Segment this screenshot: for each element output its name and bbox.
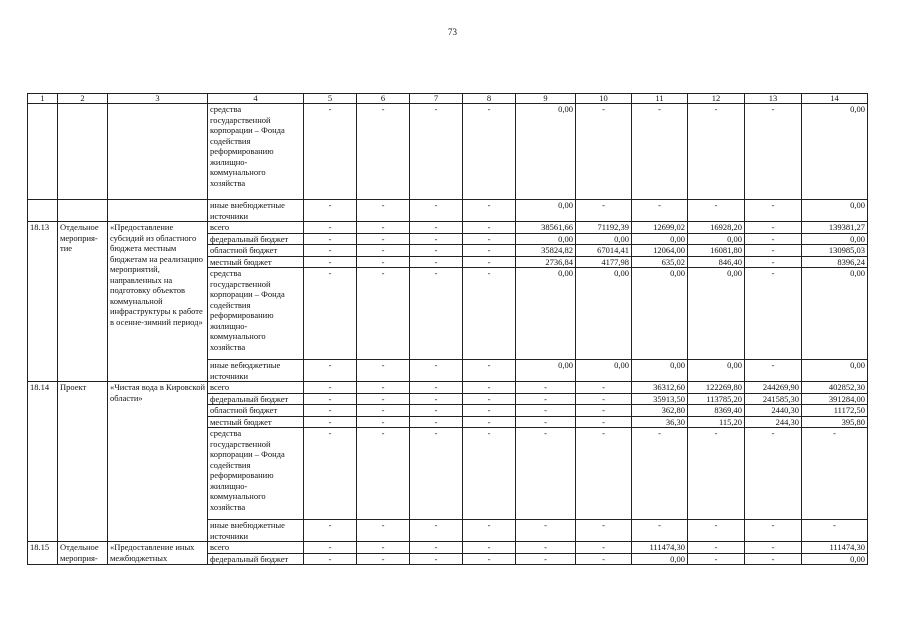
header-cell: 5: [304, 94, 357, 104]
value-cell: -: [304, 428, 357, 520]
value-cell: 2440,30: [745, 405, 802, 417]
value-cell: -: [304, 393, 357, 405]
value-cell: 846,40: [688, 256, 745, 268]
value-cell: 2736,84: [516, 256, 576, 268]
value-cell: -: [304, 405, 357, 417]
funding-source-cell: областной бюджет: [208, 405, 304, 417]
header-cell: 6: [357, 94, 410, 104]
value-cell: 0,00: [516, 268, 576, 360]
value-cell: -: [304, 382, 357, 394]
value-cell: -: [516, 428, 576, 520]
value-cell: 0,00: [516, 200, 576, 222]
value-cell: -: [463, 268, 516, 360]
value-cell: 16928,20: [688, 222, 745, 234]
item-name-cell: «Предоставление субсидий из областного бюджета местным бюджетам на реализацию мероприятий, направленных на подготовку объектов коммунальной инфраструктуры к работе в осенне-зимний период»: [108, 222, 208, 382]
value-cell: -: [516, 416, 576, 428]
value-cell: 0,00: [688, 233, 745, 245]
value-cell: -: [357, 245, 410, 257]
value-cell: -: [357, 200, 410, 222]
value-cell: -: [632, 520, 688, 542]
value-cell: -: [304, 360, 357, 382]
value-cell: -: [410, 416, 463, 428]
funding-source-cell: средства государственной корпорации – Фонда содействия реформированию жилищно-коммунального хозяйства: [208, 104, 304, 200]
value-cell: -: [516, 393, 576, 405]
funding-source-cell: иные вебюджетные источники: [208, 360, 304, 382]
funding-source-cell: иные внебюджетные источники: [208, 200, 304, 222]
value-cell: 4177,98: [576, 256, 632, 268]
value-cell: -: [745, 360, 802, 382]
funding-source-cell: федеральный бюджет: [208, 233, 304, 245]
value-cell: -: [632, 200, 688, 222]
header-cell: 14: [802, 94, 868, 104]
value-cell: -: [463, 360, 516, 382]
header-cell: 3: [108, 94, 208, 104]
header-cell: 13: [745, 94, 802, 104]
value-cell: -: [304, 268, 357, 360]
table-row: [28, 104, 868, 200]
funding-source-cell: средства государственной корпорации – Фонда содействия реформированию жилищно-коммунального хозяйства: [208, 428, 304, 520]
value-cell: -: [410, 233, 463, 245]
value-cell: 67014,41: [576, 245, 632, 257]
value-cell: 0,00: [688, 268, 745, 360]
funding-source-cell: федеральный бюджет: [208, 393, 304, 405]
value-cell: 35913,50: [632, 393, 688, 405]
value-cell: 71192,39: [576, 222, 632, 234]
funding-source-cell: областной бюджет: [208, 245, 304, 257]
value-cell: 0,00: [632, 268, 688, 360]
table-row: [28, 542, 868, 554]
value-cell: -: [463, 245, 516, 257]
value-cell: -: [410, 256, 463, 268]
value-cell: -: [463, 428, 516, 520]
empty-cell: [28, 200, 58, 222]
value-cell: -: [688, 520, 745, 542]
item-number-cell: 18.15: [28, 542, 58, 565]
value-cell: -: [576, 416, 632, 428]
funding-source-cell: местный бюджет: [208, 256, 304, 268]
value-cell: -: [410, 542, 463, 554]
value-cell: -: [357, 268, 410, 360]
value-cell: 0,00: [802, 553, 868, 565]
value-cell: -: [304, 222, 357, 234]
header-row: [28, 94, 868, 104]
header-cell: 1: [28, 94, 58, 104]
funding-source-cell: всего: [208, 382, 304, 394]
value-cell: 122269,80: [688, 382, 745, 394]
value-cell: -: [802, 520, 868, 542]
header-cell: 10: [576, 94, 632, 104]
budget-sheet: [27, 93, 868, 565]
value-cell: -: [304, 245, 357, 257]
value-cell: -: [576, 200, 632, 222]
empty-cell: [28, 104, 58, 200]
value-cell: -: [745, 428, 802, 520]
header-cell: 7: [410, 94, 463, 104]
item-number-cell: 18.14: [28, 382, 58, 542]
value-cell: -: [304, 520, 357, 542]
value-cell: -: [357, 405, 410, 417]
value-cell: -: [463, 233, 516, 245]
value-cell: -: [745, 256, 802, 268]
value-cell: 0,00: [576, 268, 632, 360]
value-cell: -: [410, 245, 463, 257]
page-number: 73: [448, 27, 457, 37]
value-cell: -: [410, 553, 463, 565]
value-cell: -: [463, 256, 516, 268]
value-cell: -: [745, 553, 802, 565]
item-type-cell: Отдельное мероприя-тие: [58, 222, 108, 382]
item-type-cell: Проект: [58, 382, 108, 542]
value-cell: -: [463, 382, 516, 394]
funding-source-cell: всего: [208, 222, 304, 234]
header-cell: 9: [516, 94, 576, 104]
value-cell: 0,00: [516, 104, 576, 200]
value-cell: -: [576, 104, 632, 200]
value-cell: 8396,24: [802, 256, 868, 268]
value-cell: -: [576, 382, 632, 394]
budget-table: [27, 93, 868, 565]
value-cell: -: [576, 428, 632, 520]
funding-source-cell: средства государственной корпорации – Фонда содействия реформированию жилищно-коммунального хозяйства: [208, 268, 304, 360]
value-cell: -: [745, 268, 802, 360]
value-cell: -: [304, 553, 357, 565]
value-cell: 244,30: [745, 416, 802, 428]
empty-cell: [108, 200, 208, 222]
value-cell: -: [304, 200, 357, 222]
value-cell: -: [463, 553, 516, 565]
item-name-cell: «Чистая вода в Кировской области»: [108, 382, 208, 542]
empty-cell: [108, 104, 208, 200]
value-cell: -: [304, 256, 357, 268]
funding-source-cell: федеральный бюджет: [208, 553, 304, 565]
value-cell: -: [463, 405, 516, 417]
value-cell: 35824,82: [516, 245, 576, 257]
value-cell: -: [576, 542, 632, 554]
item-type-cell: Отдельное мероприя-: [58, 542, 108, 565]
value-cell: -: [357, 542, 410, 554]
value-cell: -: [463, 393, 516, 405]
value-cell: -: [745, 245, 802, 257]
value-cell: -: [410, 268, 463, 360]
value-cell: 0,00: [688, 360, 745, 382]
value-cell: -: [410, 520, 463, 542]
value-cell: -: [357, 416, 410, 428]
value-cell: 0,00: [576, 233, 632, 245]
value-cell: 0,00: [632, 553, 688, 565]
empty-cell: [58, 200, 108, 222]
value-cell: -: [357, 104, 410, 200]
value-cell: 115,20: [688, 416, 745, 428]
value-cell: 11172,50: [802, 405, 868, 417]
value-cell: -: [745, 542, 802, 554]
value-cell: -: [357, 520, 410, 542]
value-cell: -: [463, 200, 516, 222]
value-cell: 241585,30: [745, 393, 802, 405]
value-cell: 38561,66: [516, 222, 576, 234]
value-cell: -: [357, 553, 410, 565]
value-cell: -: [745, 520, 802, 542]
value-cell: 36,30: [632, 416, 688, 428]
header-cell: 2: [58, 94, 108, 104]
value-cell: -: [357, 393, 410, 405]
value-cell: 130985,03: [802, 245, 868, 257]
value-cell: 635,02: [632, 256, 688, 268]
value-cell: -: [304, 104, 357, 200]
value-cell: -: [516, 542, 576, 554]
value-cell: -: [576, 405, 632, 417]
value-cell: -: [688, 553, 745, 565]
value-cell: 0,00: [632, 233, 688, 245]
value-cell: 0,00: [802, 200, 868, 222]
header-cell: 8: [463, 94, 516, 104]
value-cell: -: [304, 416, 357, 428]
value-cell: -: [410, 382, 463, 394]
funding-source-cell: иные внебюджетные источники: [208, 520, 304, 542]
header-cell: 12: [688, 94, 745, 104]
value-cell: -: [357, 233, 410, 245]
value-cell: -: [410, 222, 463, 234]
value-cell: -: [357, 382, 410, 394]
value-cell: -: [576, 553, 632, 565]
value-cell: -: [516, 520, 576, 542]
value-cell: -: [410, 405, 463, 417]
value-cell: 111474,30: [632, 542, 688, 554]
value-cell: -: [357, 222, 410, 234]
value-cell: 113785,20: [688, 393, 745, 405]
value-cell: -: [745, 222, 802, 234]
value-cell: 0,00: [802, 233, 868, 245]
value-cell: 16081,80: [688, 245, 745, 257]
value-cell: -: [576, 520, 632, 542]
value-cell: 402852,30: [802, 382, 868, 394]
value-cell: -: [304, 233, 357, 245]
item-name-cell: «Предоставление иных межбюджетных: [108, 542, 208, 565]
value-cell: -: [463, 416, 516, 428]
value-cell: 36312,60: [632, 382, 688, 394]
table-row: [28, 222, 868, 234]
value-cell: -: [410, 428, 463, 520]
table-row: [28, 382, 868, 394]
value-cell: 111474,30: [802, 542, 868, 554]
value-cell: -: [516, 405, 576, 417]
value-cell: -: [688, 428, 745, 520]
value-cell: -: [410, 393, 463, 405]
value-cell: 0,00: [516, 233, 576, 245]
value-cell: -: [632, 428, 688, 520]
value-cell: 0,00: [802, 268, 868, 360]
value-cell: -: [410, 360, 463, 382]
value-cell: 362,80: [632, 405, 688, 417]
value-cell: 391284,00: [802, 393, 868, 405]
funding-source-cell: местный бюджет: [208, 416, 304, 428]
header-cell: 4: [208, 94, 304, 104]
value-cell: -: [688, 104, 745, 200]
value-cell: -: [576, 393, 632, 405]
value-cell: 0,00: [802, 104, 868, 200]
value-cell: -: [463, 222, 516, 234]
funding-source-cell: всего: [208, 542, 304, 554]
value-cell: -: [463, 104, 516, 200]
value-cell: 0,00: [802, 360, 868, 382]
value-cell: -: [357, 360, 410, 382]
value-cell: -: [802, 428, 868, 520]
value-cell: 12064,00: [632, 245, 688, 257]
value-cell: 0,00: [576, 360, 632, 382]
table-row: [28, 200, 868, 222]
value-cell: -: [632, 104, 688, 200]
value-cell: -: [463, 542, 516, 554]
value-cell: -: [357, 256, 410, 268]
value-cell: -: [688, 542, 745, 554]
value-cell: 12699,02: [632, 222, 688, 234]
value-cell: -: [304, 542, 357, 554]
value-cell: 244269,90: [745, 382, 802, 394]
value-cell: -: [516, 382, 576, 394]
value-cell: 139381,27: [802, 222, 868, 234]
value-cell: -: [410, 104, 463, 200]
value-cell: 8369,40: [688, 405, 745, 417]
value-cell: 395,80: [802, 416, 868, 428]
value-cell: 0,00: [516, 360, 576, 382]
value-cell: -: [463, 520, 516, 542]
value-cell: -: [516, 553, 576, 565]
value-cell: -: [745, 233, 802, 245]
item-number-cell: 18.13: [28, 222, 58, 382]
value-cell: -: [410, 200, 463, 222]
value-cell: -: [745, 104, 802, 200]
value-cell: -: [357, 428, 410, 520]
value-cell: -: [688, 200, 745, 222]
value-cell: -: [745, 200, 802, 222]
empty-cell: [58, 104, 108, 200]
header-cell: 11: [632, 94, 688, 104]
value-cell: 0,00: [632, 360, 688, 382]
